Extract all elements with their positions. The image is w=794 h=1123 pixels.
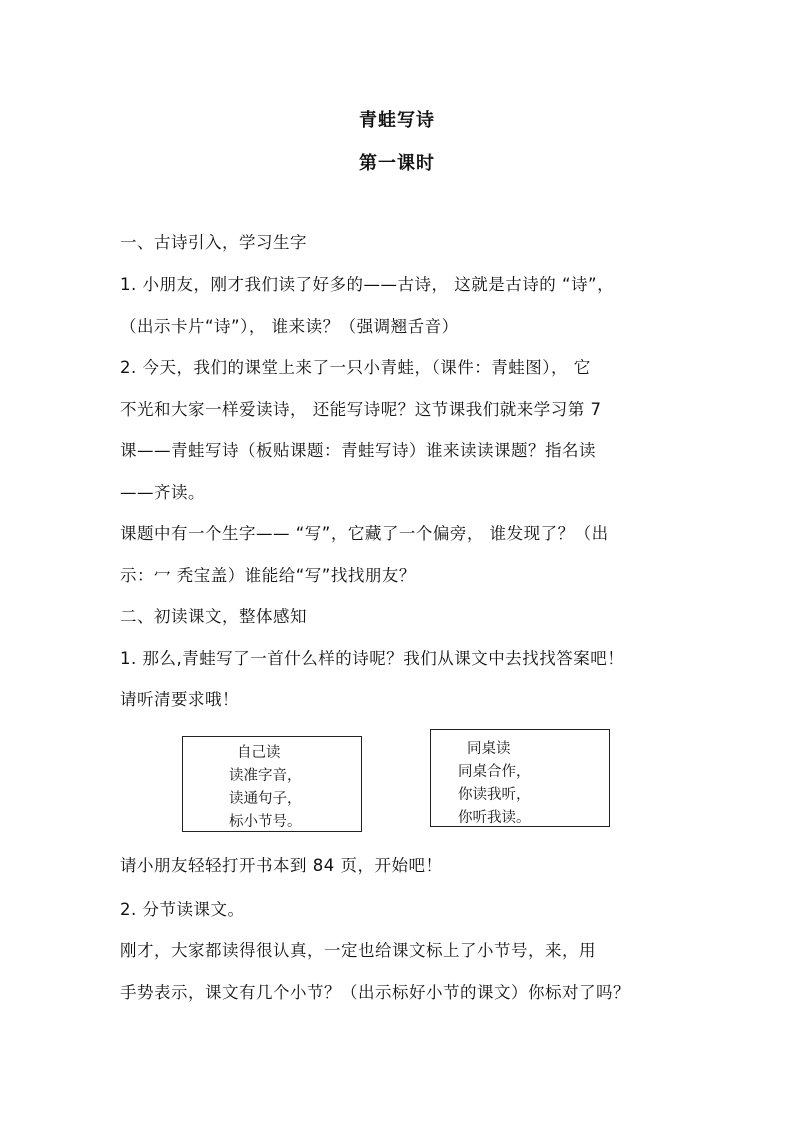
section-heading-1: 一、古诗引入，学习生字 (120, 233, 307, 252)
paragraph-line: 1. 小朋友，刚才我们读了好多的——古诗， 这就是古诗的 “诗”， (120, 275, 615, 294)
self-reading-heading: 自己读 (237, 745, 281, 761)
paragraph-line: （出示卡片“诗”）， 谁来读？（强调翘舌音） (120, 317, 459, 336)
paragraph-line: 1. 那么,青蛙写了一首什么样的诗呢？我们从课文中去找找答案吧！ (120, 649, 625, 668)
pair-reading-box (430, 729, 610, 827)
paragraph-line: 2. 今天，我们的课堂上来了一只小青蛙，（课件：青蛙图）， 它 (120, 358, 591, 377)
paragraph-line: 刚才，大家都读得很认真，一定也给课文标上了小节号，来，用 (120, 941, 596, 960)
self-reading-box (182, 736, 362, 832)
paragraph-line: 课——青蛙写诗（板贴课题：青蛙写诗）谁来读读课题？指名读 (120, 441, 596, 460)
self-reading-item: 读准字音， (229, 768, 302, 784)
self-reading-item: 标小节号。 (229, 814, 302, 830)
paragraph-line: 请听清要求哦！ (120, 690, 239, 709)
paragraph-line: 不光和大家一样爱读诗， 还能写诗呢？这节课我们就来学习第 7 (120, 400, 602, 419)
pair-reading-item: 同桌合作， (458, 764, 531, 780)
paragraph-line: 2. 分节读课文。 (120, 900, 245, 919)
self-reading-item: 读通句子， (229, 791, 302, 807)
pair-reading-item: 你读我听， (458, 787, 531, 803)
paragraph-line: 示：冖 秃宝盖）谁能给“写”找找朋友？ (120, 566, 416, 585)
document-title: 青蛙写诗 (359, 110, 435, 131)
paragraph-line: 手势表示，课文有几个小节？（出示标好小节的课文）你标对了吗？ (120, 983, 630, 1002)
section-heading-2: 二、初读课文，整体感知 (120, 607, 307, 626)
paragraph-line: ——齐读。 (120, 483, 205, 502)
paragraph-line: 请小朋友轻轻打开书本到 84 页，开始吧！ (120, 856, 443, 875)
paragraph-line: 课题中有一个生字—— “写”，它藏了一个偏旁， 谁发现了？（出 (120, 524, 609, 543)
pair-reading-item: 你听我读。 (458, 810, 531, 826)
document-subtitle: 第一课时 (359, 153, 435, 174)
pair-reading-heading: 同桌读 (467, 741, 511, 757)
